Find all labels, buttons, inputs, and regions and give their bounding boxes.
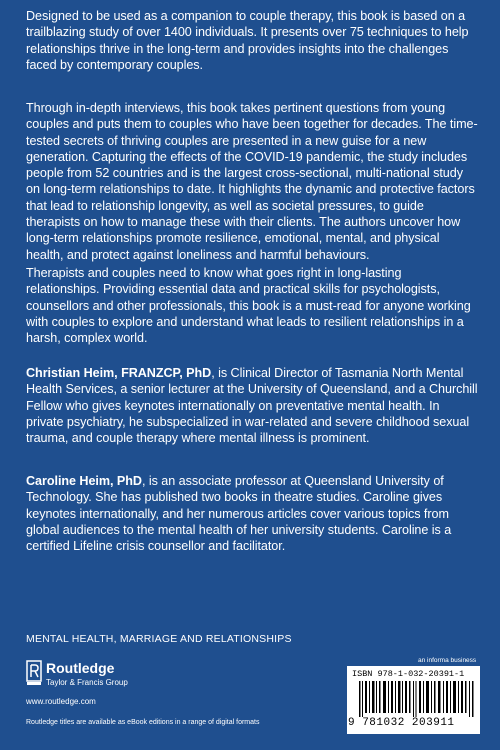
- author-bio-text: , is an associate professor at Queensland University of Technology. She has published two books in theatre studies. Caroline gives keynotes internationally, and her numerous articles cover various topics from global audiences to the mental health of her university students. Caroline is a certified Lifeline crisis counsellor and facilitator.: [26, 474, 452, 554]
- barcode: [347, 666, 480, 734]
- barcode-digits: 9 781032 203911: [348, 717, 455, 729]
- isbn-label: ISBN 978-1-032-20391-1: [352, 669, 465, 679]
- ebook-footnote: Routledge titles are available as eBook editions in a range of digital formats: [26, 719, 260, 726]
- informa-tagline: an informa business: [418, 657, 477, 664]
- description-paragraph-2: Through in-depth interviews, this book takes pertinent questions from young couples and puts them to couples who have been together for decades. The time-tested secrets of thriving couples are presented in a new guise for a new generation. Capturing the effects of the COVID-19 pandemic, the study includes people from 52 countries and is the largest cross-sectional, multi-national study on long-term relationships to date. It highlights the dynamic and protective factors that lead to relationship longevity, as well as societal pressures, to guide therapists on how to manage these with their clients. The authors uncover how long-term relationships promote resilience, emotional, mental, and physical health, and protect against loneliness and harmful behaviours.: [26, 101, 478, 262]
- routledge-logo-icon: [26, 660, 42, 686]
- publisher-logo: [26, 660, 206, 720]
- author-bio-text: , is Clinical Director of Tasmania North Mental Health Services, a senior lecturer at the University of Queensland, and a Churchill Fellow who gives keynotes internationally on preventative mental health. In private psychiatry, he subspecialized in war-related and severe childhood sexual trauma, and couple therapy where mental illness is prominent.: [26, 366, 478, 446]
- author-name: Christian Heim, FRANZCP, PhD: [26, 366, 212, 380]
- publisher-group: Taylor & Francis Group: [46, 678, 128, 687]
- publisher-url: www.routledge.com: [26, 697, 96, 706]
- description-paragraph-3: Therapists and couples need to know what goes right in long-lasting relationships. Providing essential data and practical skills for psychologists, counsellors and other professionals, this book is a must-read for anyone working with couples to explore and understand what leads to resilient relationships in a harsh, complex world.: [26, 266, 471, 346]
- publisher-name: Routledge: [46, 660, 115, 676]
- author-bio-caroline: [26, 473, 478, 554]
- series-label: MENTAL HEALTH, MARRIAGE AND RELATIONSHIPS: [26, 633, 292, 645]
- author-bio-christian: [26, 365, 478, 446]
- description-paragraph-1: Designed to be used as a companion to couple therapy, this book is based on a trailblazing study of over 1400 individuals. It presents over 75 techniques to help relationships thrive in the long-term and provides insights into the challenges faced by contemporary couples.: [26, 9, 469, 72]
- barcode-bars: [359, 681, 475, 717]
- author-name: Caroline Heim, PhD: [26, 474, 142, 488]
